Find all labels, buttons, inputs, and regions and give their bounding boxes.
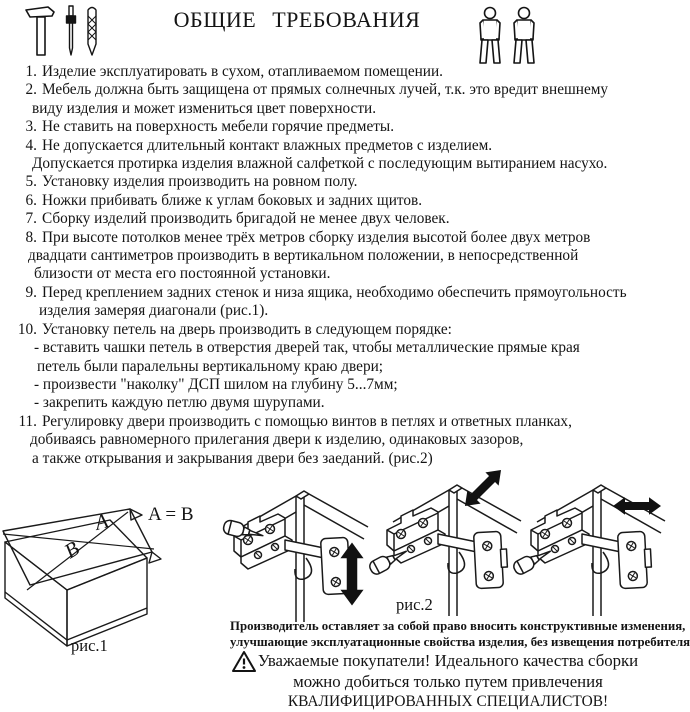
requirement-item xyxy=(0,413,664,468)
requirement-item xyxy=(0,229,664,284)
requirement-item xyxy=(0,210,664,228)
item-line: Допускается протирка изделия влажной салфеткой с последующим вытиранием насухо. xyxy=(32,155,608,173)
item-number: 9. xyxy=(25,283,37,301)
person-icon xyxy=(480,8,500,64)
item-line: Сборку изделий производить бригадой не менее двух человек. xyxy=(42,210,450,228)
requirement-item xyxy=(0,321,664,413)
item-number: 5. xyxy=(25,173,37,191)
drill-bit-icon xyxy=(88,8,96,56)
manufacturer-note-line: улучшающие эксплуатационные свойства изделия, без извещения потребителя xyxy=(230,634,690,649)
item-line: изделия замеряя диагонали (рис.1). xyxy=(39,302,269,320)
requirement-item xyxy=(0,118,664,136)
fig2-caption: рис.2 xyxy=(396,595,433,614)
item-line: добиваясь равномерного прилегания двери к изделию, одинаковых зазоров, xyxy=(30,431,524,449)
item-line: - закрепить каждую петлю двумя шурупами. xyxy=(34,394,325,412)
hinge-diagonal-adjust-drawing xyxy=(368,463,521,616)
warning-line: можно добиться только путем привлечения xyxy=(293,672,603,692)
person-icon xyxy=(514,8,534,64)
item-line: виду изделия и может измениться цвет поверхности. xyxy=(32,99,377,117)
requirements-list xyxy=(0,63,664,468)
item-number: 4. xyxy=(25,136,37,154)
horizontal-double-arrow-icon xyxy=(613,497,661,515)
requirement-item xyxy=(0,81,664,118)
item-line: Установку петель на дверь производить в следующем порядке: xyxy=(42,320,452,338)
item-number: 7. xyxy=(25,210,37,228)
item-line: Не ставить на поверхность мебели горячие предметы. xyxy=(42,118,395,136)
requirement-item xyxy=(0,284,664,321)
hammer-icon xyxy=(26,7,54,55)
item-number: 1. xyxy=(25,63,37,80)
item-line: Не допускается длительный контакт влажных предметов с изделием. xyxy=(42,136,493,154)
item-line: близости от места его постоянной установки. xyxy=(34,265,331,283)
item-line: - вставить чашки петель в отверстия дверей так, чтобы металлические прямые края xyxy=(34,339,580,357)
item-number: 8. xyxy=(25,228,37,246)
item-line: - произвести "наколку" ДСП шилом на глубину 5...7мм; xyxy=(34,375,398,393)
item-line: Перед креплением задних стенок и низа ящика, необходимо обеспечить прямоугольность xyxy=(42,283,627,301)
hinge-vertical-adjust-drawing xyxy=(222,491,368,622)
requirement-item xyxy=(0,63,664,81)
requirement-item xyxy=(0,173,664,191)
fig2-hinge-drawings xyxy=(225,466,665,626)
item-line: Регулировку двери производить с помощью винтов в петлях и ответных планках, xyxy=(42,412,572,430)
equality-label: A = B xyxy=(148,504,194,525)
item-number: 11. xyxy=(18,412,37,430)
screwdriver-icon xyxy=(67,6,76,55)
item-number: 6. xyxy=(25,191,37,209)
manufacturer-note-line: Производитель оставляет за собой право вносить конструктивные изменения, xyxy=(230,619,686,633)
item-number: 2. xyxy=(25,81,37,99)
item-line: Установку изделия производить на ровном полу. xyxy=(42,173,358,191)
requirement-item xyxy=(0,192,664,210)
item-line: петель были паралельны вертикальному краю двери; xyxy=(37,357,384,375)
diagonal-b-label: B xyxy=(59,536,84,564)
manufacturer-note xyxy=(230,619,690,651)
item-line: двадцати сантиметров производить в вертикальном положении, в непосредственной xyxy=(28,247,579,265)
item-line: Мебель должна быть защищена от прямых солнечных лучей, т.к. это вредит внешнему xyxy=(42,81,609,99)
hinge-horizontal-adjust-drawing xyxy=(512,485,665,616)
item-line: Изделие эксплуатировать в сухом, отапливаемом помещении. xyxy=(42,63,444,80)
fig1-box-diagonals-drawing xyxy=(2,486,217,656)
warning-line: Уважаемые покупатели! Идеального качества сборки xyxy=(257,651,639,670)
buyers-warning xyxy=(248,650,648,712)
item-line: При высоте потолков менее трёх метров сборку изделия высотой более двух метров xyxy=(42,228,591,246)
diagonal-a-label: A xyxy=(92,508,111,535)
two-assemblers-icon xyxy=(478,6,540,66)
item-line: Ножки прибивать ближе к углам боковых и задних щитов. xyxy=(42,191,423,209)
item-number: 10. xyxy=(17,320,37,338)
requirement-item xyxy=(0,137,664,174)
diagonal-double-arrow-icon xyxy=(458,463,507,512)
fig1-caption: рис.1 xyxy=(71,636,108,655)
page-title: ОБЩИЕ ТРЕБОВАНИЯ xyxy=(173,7,421,32)
warning-line: КВАЛИФИЦИРОВАННЫХ СПЕЦИАЛИСТОВ! xyxy=(287,693,609,711)
item-line: а также открывания и закрывания двери без заеданий. (рис.2) xyxy=(32,449,433,467)
item-number: 3. xyxy=(25,118,37,136)
tools-icon-group xyxy=(24,4,110,60)
